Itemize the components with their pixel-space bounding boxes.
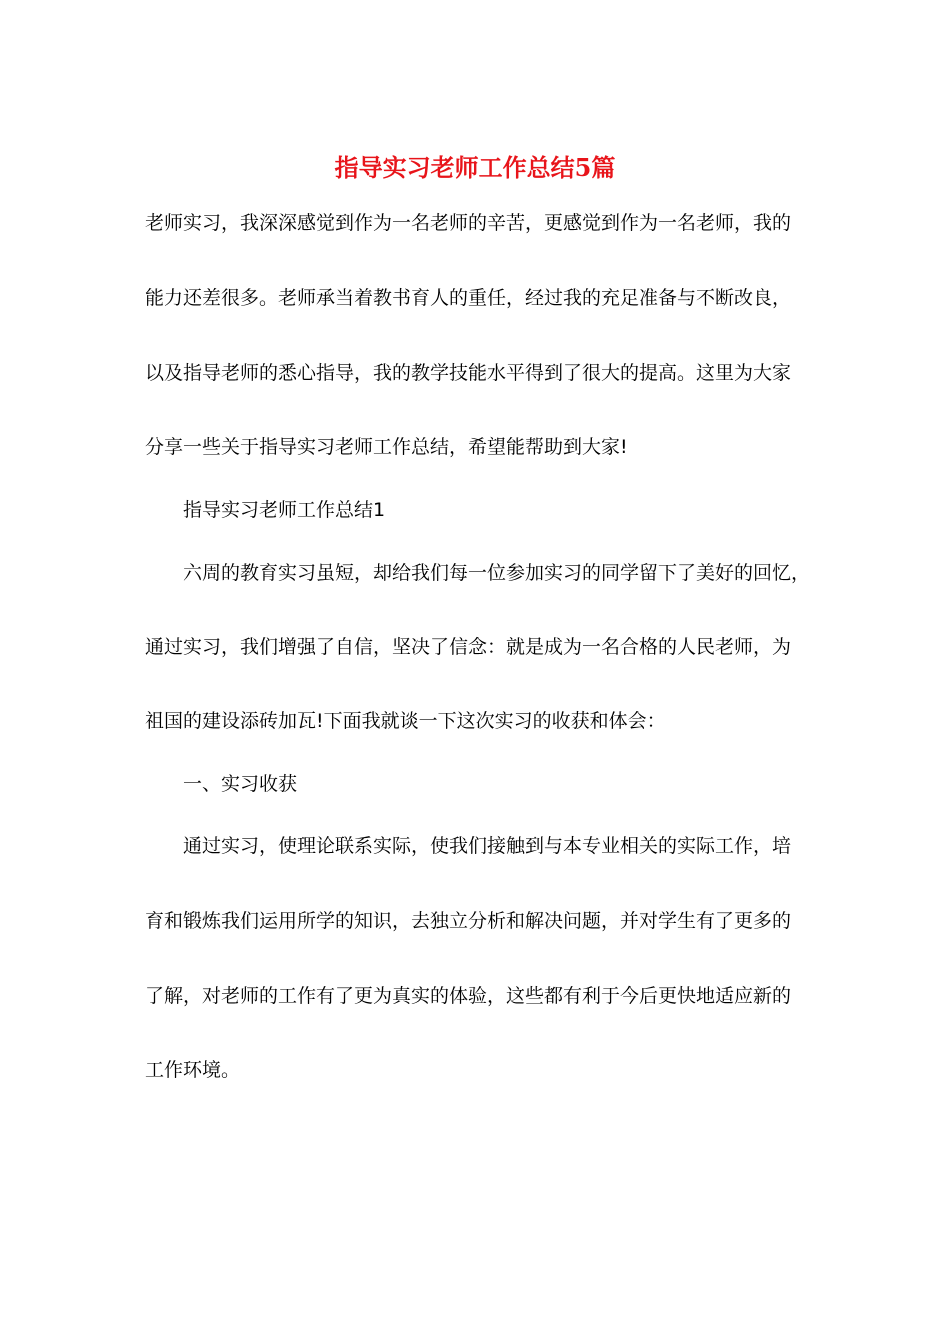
section-heading-1: 指导实习老师工作总结1 — [183, 499, 386, 521]
paragraph-2-line-2: 育和锻炼我们运用所学的知识，去独立分析和解决问题，并对学生有了更多的 — [145, 910, 792, 932]
paragraph-1-line-2: 通过实习，我们增强了自信，坚决了信念：就是成为一名合格的人民老师，为 — [145, 636, 792, 658]
subheading-1: 一、实习收获 — [183, 773, 298, 795]
intro-line-2: 能力还差很多。老师承当着教书育人的重任，经过我的充足准备与不断改良， — [145, 287, 792, 309]
intro-line-1: 老师实习，我深深感觉到作为一名老师的辛苦，更感觉到作为一名老师，我的 — [145, 212, 792, 234]
intro-line-4: 分享一些关于指导实习老师工作总结，希望能帮助到大家! — [145, 436, 628, 458]
paragraph-1-line-1: 六周的教育实习虽短，却给我们每一位参加实习的同学留下了美好的回忆， — [183, 562, 811, 584]
paragraph-2-line-4: 工作环境。 — [145, 1059, 241, 1081]
paragraph-1-line-3: 祖国的建设添砖加瓦!下面我就谈一下这次实习的收获和体会： — [145, 710, 666, 732]
document-title: 指导实习老师工作总结5篇 — [334, 153, 616, 182]
paragraph-2-line-1: 通过实习，使理论联系实际，使我们接触到与本专业相关的实际工作，培 — [183, 835, 792, 857]
intro-line-3: 以及指导老师的悉心指导，我的教学技能水平得到了很大的提高。这里为大家 — [145, 362, 792, 384]
paragraph-2-line-3: 了解，对老师的工作有了更为真实的体验，这些都有利于今后更快地适应新的 — [145, 985, 792, 1007]
